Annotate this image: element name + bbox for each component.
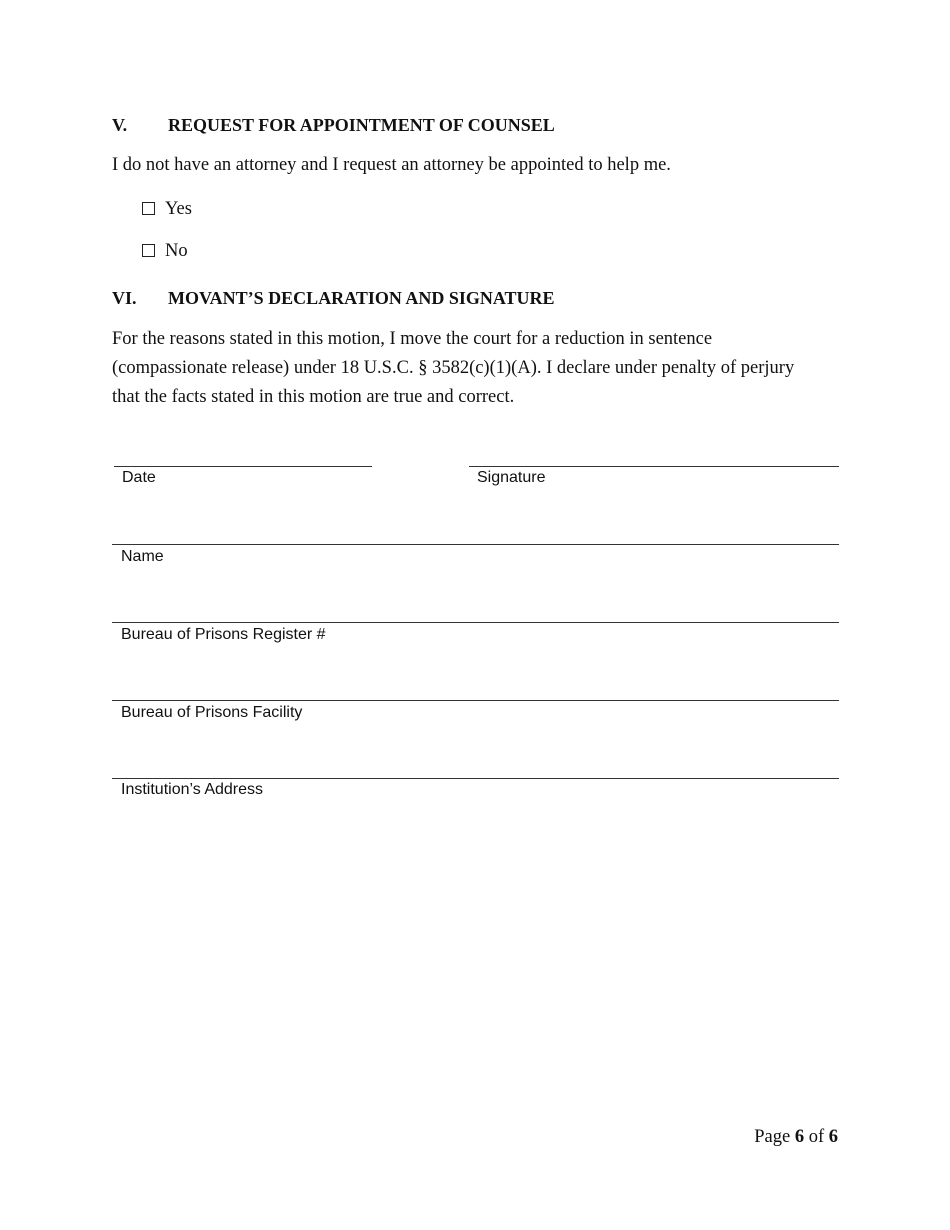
section-vi-title: MOVANT’S DECLARATION AND SIGNATURE [168,288,555,308]
facility-line[interactable] [112,700,839,701]
section-vi-number: VI. [112,288,137,308]
yes-option[interactable] [142,199,192,220]
total-pages: 6 [828,1127,838,1147]
register-line[interactable] [112,622,839,623]
no-checkbox[interactable] [142,244,155,257]
name-line[interactable] [112,544,839,545]
name-label: Name [121,548,164,565]
no-label: No [165,241,188,261]
page-word: Page [754,1127,791,1147]
signature-line[interactable] [469,466,839,467]
register-label: Bureau of Prisons Register # [121,626,326,643]
current-page: 6 [794,1127,805,1147]
section-v-number: V. [112,115,128,135]
page-number [754,1127,838,1148]
signature-label: Signature [477,469,546,486]
address-label: Institution’s Address [121,781,264,798]
address-line[interactable] [112,778,839,779]
date-line[interactable] [114,466,372,467]
section-v-title: REQUEST FOR APPOINTMENT OF COUNSEL [168,115,555,135]
yes-label: Yes [165,199,192,219]
section-vi-heading [112,288,555,309]
facility-label: Bureau of Prisons Facility [121,704,303,721]
date-label: Date [122,469,156,486]
no-option[interactable] [142,241,188,262]
yes-checkbox[interactable] [142,202,155,215]
section-v-statement: I do not have an attorney and I request an attorney be appointed to help me. [112,155,671,175]
section-v-heading [112,115,555,136]
of-word: of [808,1127,825,1147]
section-vi-statement: For the reasons stated in this motion, I move the court for a reduction in sentence (compassionate release) under 18 U.S.C. § 3582(c)(1)(A). I declare under penalty of perjury that the facts stated in this motion are true and correct. [112,329,795,407]
